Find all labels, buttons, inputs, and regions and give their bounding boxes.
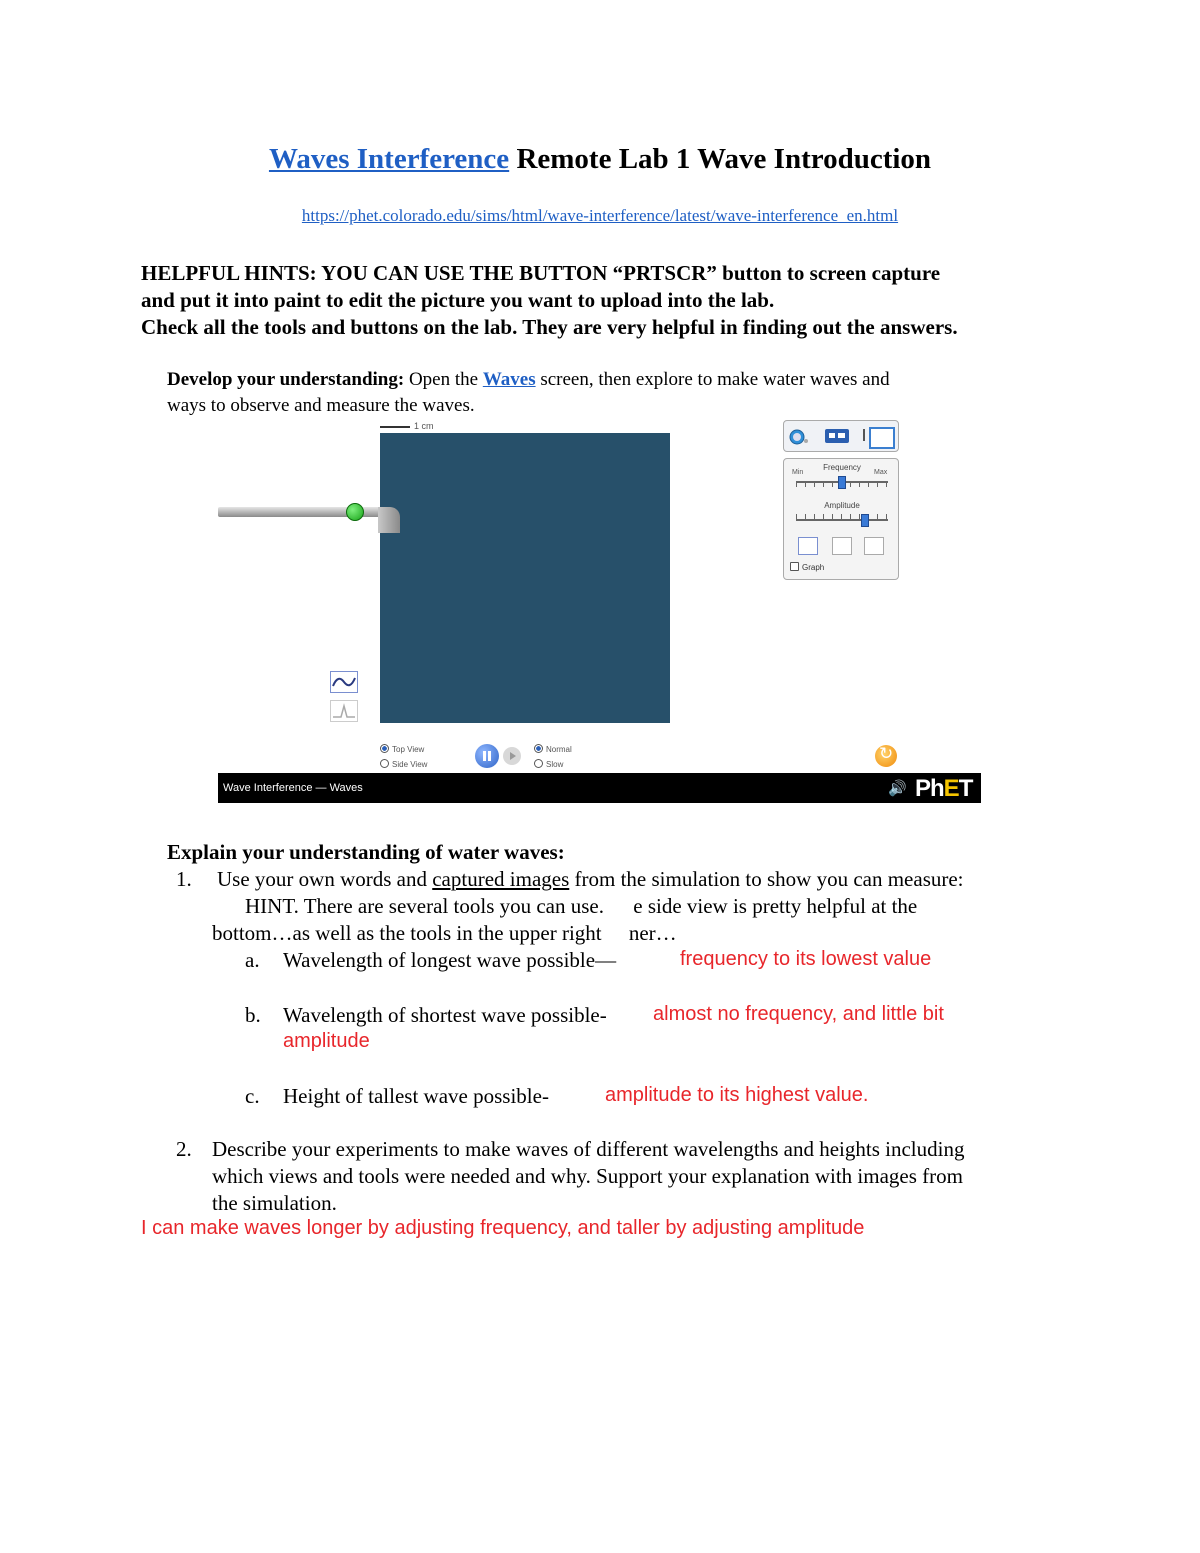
scale-text: 1 cm xyxy=(414,421,434,431)
top-view-option[interactable] xyxy=(380,744,424,754)
slow-speed-radio[interactable] xyxy=(534,759,543,768)
control-panel xyxy=(783,420,899,582)
question-2-number: 2. xyxy=(176,1137,192,1161)
logo-e: E xyxy=(943,775,959,802)
hint-d: ner… xyxy=(628,921,677,945)
item-c-answer: amplitude to its highest value. xyxy=(605,1084,869,1106)
question-2-line-1: Describe your experiments to make waves of different wavelengths and heights including xyxy=(212,1137,965,1161)
hint-line-a xyxy=(245,893,1075,920)
item-a-text: Wavelength of longest wave possible— xyxy=(283,948,617,972)
step-button[interactable] xyxy=(503,747,521,765)
title-link[interactable]: Waves Interference xyxy=(268,143,510,175)
hint-c: bottom…as well as the tools in the upper right xyxy=(212,921,607,945)
question-2-line-3: the simulation. xyxy=(212,1191,337,1215)
develop-post: screen, then explore to make water waves and xyxy=(535,369,890,390)
develop-pre: Open the xyxy=(404,369,483,390)
title-rest: Remote Lab 1 Wave Introduction xyxy=(509,143,932,175)
water-area[interactable] xyxy=(380,433,670,723)
frequency-slider[interactable] xyxy=(838,476,846,489)
side-view-option[interactable] xyxy=(380,759,427,769)
sound-icon[interactable]: 🔊 xyxy=(888,779,907,797)
side-view-label: Side View xyxy=(392,760,428,769)
faucet-button[interactable] xyxy=(346,503,364,521)
graph-label: Graph xyxy=(802,563,825,572)
top-view-label: Top View xyxy=(392,745,425,754)
pause-button[interactable] xyxy=(475,744,499,768)
question-1 xyxy=(217,866,1077,893)
normal-speed-label: Normal xyxy=(546,745,572,754)
item-b-text: Wavelength of shortest wave possible- xyxy=(283,1003,607,1027)
q1-link: captured images xyxy=(432,867,570,891)
question-2-line-2: which views and tools were needed and why. Support your explanation with images from xyxy=(212,1164,963,1188)
frequency-max: Max xyxy=(874,469,888,476)
top-view-radio[interactable] xyxy=(380,744,389,753)
detector-probe-icon[interactable] xyxy=(860,427,882,445)
normal-speed-radio[interactable] xyxy=(534,744,543,753)
amplitude-track xyxy=(796,519,888,521)
item-b-letter: b. xyxy=(245,1003,261,1027)
faucet-nozzle xyxy=(378,507,400,533)
frequency-label: Frequency xyxy=(823,463,861,472)
item-b-answer: almost no frequency, and little bit xyxy=(653,1003,944,1025)
final-answer: I can make waves longer by adjusting frequency, and taller by adjusting amplitude xyxy=(141,1217,865,1239)
sim-url-link[interactable]: https://phet.colorado.edu/sims/html/wave-interference/latest/wave-interference_en.html xyxy=(301,206,899,225)
item-a-answer: frequency to its lowest value xyxy=(680,948,932,970)
document-title xyxy=(0,143,1200,176)
item-a-letter: a. xyxy=(245,948,260,972)
hint-line-b xyxy=(212,920,1042,947)
amplitude-label: Amplitude xyxy=(824,501,860,510)
water-source-button[interactable] xyxy=(798,537,818,555)
graph-checkbox-box[interactable] xyxy=(790,562,799,571)
sim-url xyxy=(0,206,1200,226)
normal-speed-option[interactable] xyxy=(534,744,572,754)
reset-all-button[interactable] xyxy=(875,745,897,767)
slow-speed-option[interactable] xyxy=(534,759,563,769)
logo-ph: Ph xyxy=(915,775,944,802)
hint-line-2: and put it into paint to edit the picture you want to upload into the lab. xyxy=(141,288,775,312)
amplitude-ticks xyxy=(796,514,888,519)
stopwatch-tool-icon[interactable] xyxy=(788,427,810,445)
develop-line-2: ways to observe and measure the waves. xyxy=(167,395,475,416)
q1-pre: Use your own words and xyxy=(217,867,433,891)
explain-heading: Explain your understanding of water waves: xyxy=(167,840,565,864)
wave-view-icon[interactable] xyxy=(330,671,358,693)
waves-screen-link[interactable]: Waves xyxy=(482,369,536,390)
sim-navbar xyxy=(218,773,981,803)
frequency-min: Min xyxy=(792,469,804,476)
develop-label: Develop your understanding: xyxy=(167,369,405,390)
amplitude-slider[interactable] xyxy=(861,514,869,527)
phet-logo[interactable] xyxy=(915,775,972,803)
item-c-text: Height of tallest wave possible- xyxy=(283,1084,549,1108)
slow-speed-label: Slow xyxy=(546,760,564,769)
pulse-view-icon[interactable] xyxy=(330,700,358,722)
item-c-letter: c. xyxy=(245,1084,260,1108)
hint-line-1: HELPFUL HINTS: YOU CAN USE THE BUTTON “PRTSCR” button to screen capture xyxy=(141,261,941,285)
sound-source-button[interactable] xyxy=(832,537,852,555)
develop-paragraph xyxy=(167,367,1067,393)
question-1-number: 1. xyxy=(176,867,192,891)
simulation-screenshot xyxy=(218,420,983,805)
hint-a: HINT. There are several tools you can use. xyxy=(245,894,610,918)
wave-controls xyxy=(783,458,899,580)
hint-b: e side view is pretty helpful at the xyxy=(633,894,918,918)
graph-checkbox[interactable] xyxy=(790,562,824,572)
q1-post: from the simulation to show you can measure: xyxy=(569,867,964,891)
toolbox xyxy=(783,420,899,452)
light-source-button[interactable] xyxy=(864,537,884,555)
item-b-answer-2: amplitude xyxy=(283,1030,370,1052)
logo-t: T xyxy=(958,775,973,802)
hint-line-3: Check all the tools and buttons on the lab. They are very helpful in finding out the answers. xyxy=(141,315,958,339)
measuring-tape-icon[interactable] xyxy=(824,427,846,445)
side-view-radio[interactable] xyxy=(380,759,389,768)
navbar-title: Wave Interference — Waves xyxy=(223,782,363,794)
scale-bar xyxy=(380,426,410,428)
